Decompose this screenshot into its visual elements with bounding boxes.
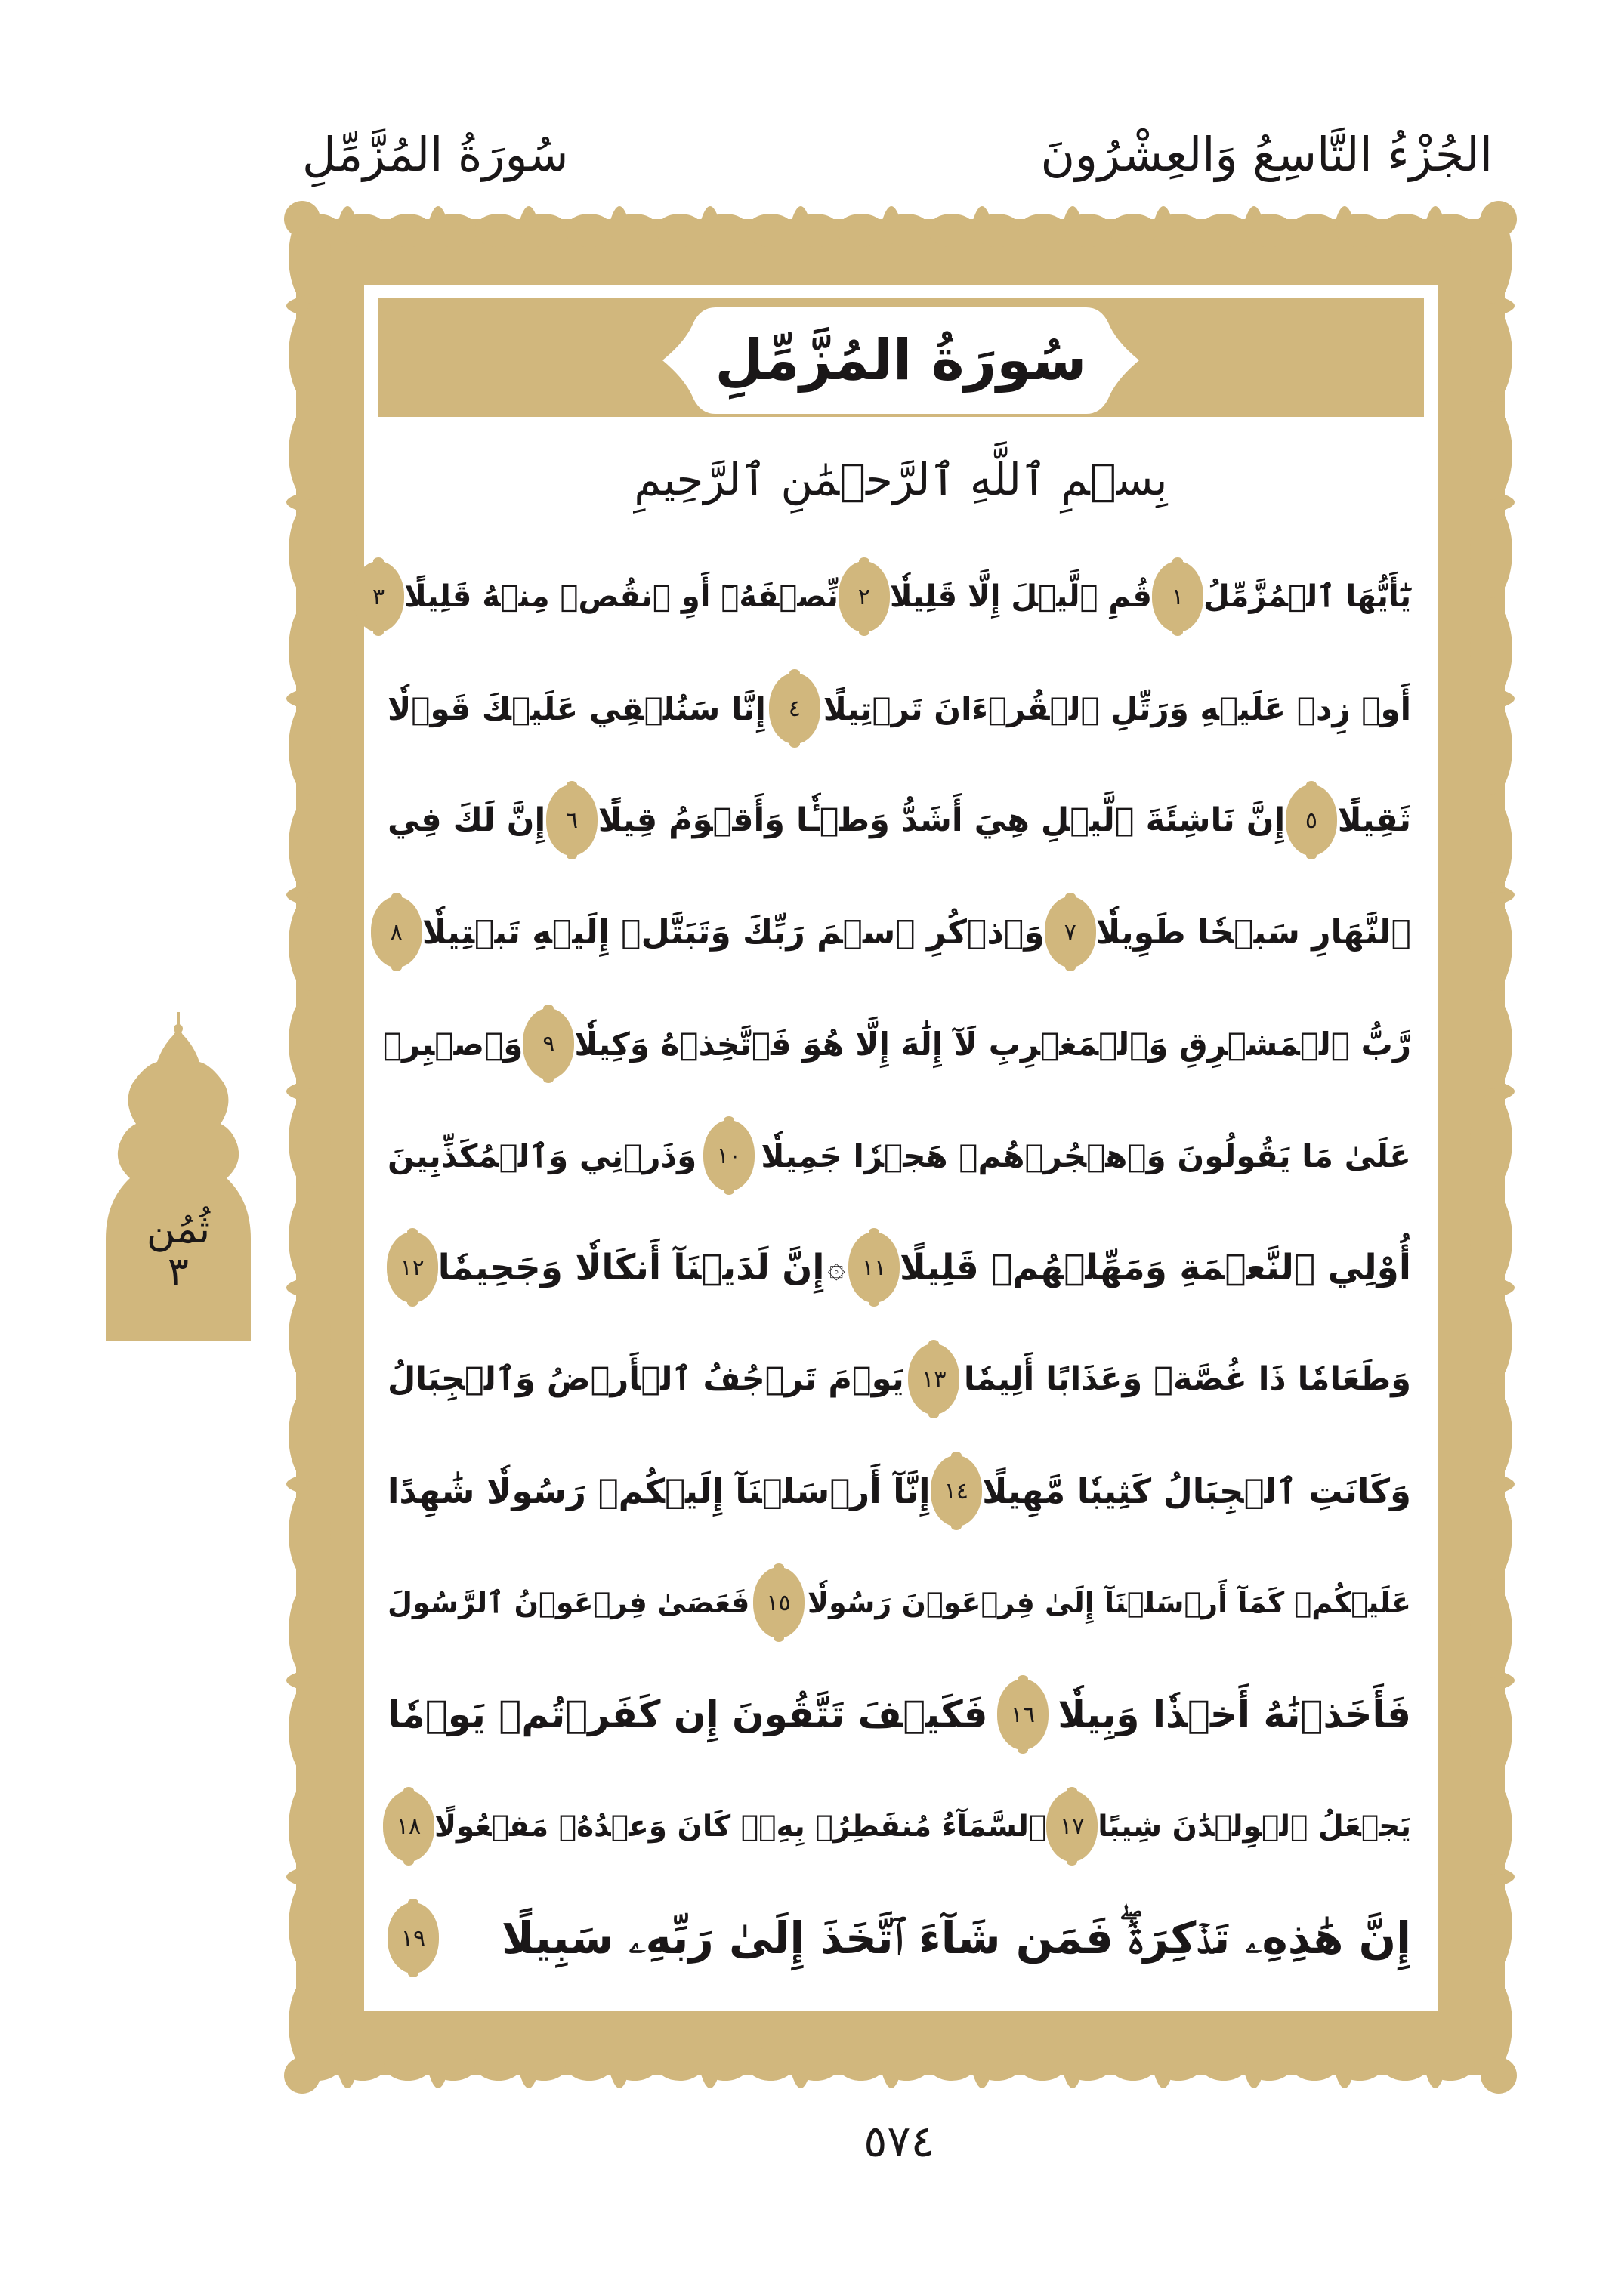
frame-scallop bbox=[1470, 1781, 1512, 1875]
verse-text: وَطَعَامٗا ذَا غُصَّةٖ وَعَذَابًا أَلِيمٗا bbox=[963, 1360, 1411, 1398]
verse-text: إِنَّ هَٰذِهِۦ تَذۡكِرَةٞۖ فَمَن شَآءَ ٱتَّخَذَ إِلَىٰ رَبِّهِۦ سَبِيلًا bbox=[501, 1912, 1411, 1964]
frame-scallop bbox=[474, 2048, 523, 2081]
frame-scallop bbox=[1470, 1585, 1512, 1678]
frame-scallop bbox=[1381, 214, 1429, 247]
verse-text: وَٱذۡكُرِ ٱسۡمَ رَبِّكَ وَتَبَتَّلۡ إِلَيۡهِ تَبۡتِيلٗا bbox=[422, 912, 1045, 952]
ayah-number-marker: ٨ bbox=[371, 896, 422, 967]
frame-scallop bbox=[565, 2048, 613, 2081]
frame-finial bbox=[1496, 1866, 1515, 1887]
frame-scallop bbox=[656, 214, 704, 247]
frame-scallop bbox=[289, 1977, 331, 2071]
frame-scallop bbox=[1200, 2048, 1248, 2081]
frame-finial bbox=[700, 2069, 721, 2088]
frame-corner bbox=[1481, 201, 1517, 237]
frame-scallop bbox=[289, 1388, 331, 1482]
frame-finial bbox=[518, 206, 539, 225]
ayah-number-marker: ١٠ bbox=[703, 1120, 755, 1191]
frame-scallop bbox=[1470, 1388, 1512, 1482]
verse-text: وَذَرۡنِي وَٱلۡمُكَذِّبِينَ bbox=[388, 1137, 697, 1174]
verse-line bbox=[388, 1114, 1411, 1197]
frame-finial bbox=[286, 1081, 305, 1102]
thumun-marker bbox=[106, 1208, 251, 1293]
frame-finial bbox=[1334, 2069, 1355, 2088]
frame-finial bbox=[1062, 206, 1083, 225]
frame-scallop bbox=[289, 505, 331, 598]
verse-text: إِنَّ لَدَيۡنَآ أَنكَالٗا وَجَحِيمٗا bbox=[437, 1246, 825, 1288]
frame-corner bbox=[284, 201, 320, 237]
frame-scallop bbox=[289, 897, 331, 991]
frame-finial bbox=[1153, 2069, 1174, 2088]
frame-scallop bbox=[1470, 308, 1512, 402]
frame-scallop bbox=[1470, 1192, 1512, 1285]
frame-finial bbox=[518, 2069, 539, 2088]
ayah-number-marker: ١٩ bbox=[388, 1903, 439, 1974]
frame-corner bbox=[1481, 2057, 1517, 2094]
verse-text: ثَقِيلًا bbox=[1337, 801, 1411, 839]
verse-line bbox=[388, 1673, 1411, 1756]
frame-scallop bbox=[1109, 214, 1157, 247]
frame-finial bbox=[1334, 206, 1355, 225]
frame-finial bbox=[337, 2069, 358, 2088]
frame-scallop bbox=[1470, 799, 1512, 893]
verse-line bbox=[388, 1449, 1411, 1532]
frame-finial bbox=[700, 206, 721, 225]
verse-line bbox=[382, 1002, 1411, 1085]
ayah-number-marker: ٧ bbox=[1045, 896, 1096, 967]
frame-scallop bbox=[289, 995, 331, 1089]
frame-finial bbox=[1496, 492, 1515, 513]
frame-scallop bbox=[289, 406, 331, 500]
frame-finial bbox=[286, 688, 305, 709]
frame-finial bbox=[790, 206, 811, 225]
verse-text: يَوۡمَ تَرۡجُفُ ٱلۡأَرۡضُ وَٱلۡجِبَالُ bbox=[388, 1360, 904, 1398]
verse-line bbox=[388, 667, 1411, 750]
verse-line bbox=[388, 1338, 1411, 1421]
verse-text: أُوْلِي ٱلنَّعۡمَةِ وَمَهِّلۡهُمۡ قَلِيلًا bbox=[899, 1246, 1411, 1288]
verse-text: وَكَانَتِ ٱلۡجِبَالُ كَثِيبٗا مَّهِيلًا bbox=[982, 1470, 1411, 1511]
thumun-knob bbox=[174, 1024, 183, 1033]
frame-scallop bbox=[1018, 214, 1067, 247]
frame-finial bbox=[1496, 1670, 1515, 1691]
surah-header: سُورَةُ المُزَّمِّلِ bbox=[302, 127, 569, 182]
ayah-number-marker: ١٤ bbox=[931, 1455, 982, 1526]
frame-finial bbox=[609, 206, 630, 225]
verse-line bbox=[388, 1226, 1411, 1309]
frame-scallop bbox=[289, 1290, 331, 1384]
frame-finial bbox=[1062, 2069, 1083, 2088]
frame-scallop bbox=[1290, 2048, 1339, 2081]
verse-text: إِنَّآ أَرۡسَلۡنَآ إِلَيۡكُمۡ رَسُولٗا شَٰهِدًا bbox=[388, 1470, 931, 1511]
verse-text: رَّبُّ ٱلۡمَشۡرِقِ وَٱلۡمَغۡرِبِ لَآ إِلَٰهَ إِلَّا هُوَ فَٱتَّخِذۡهُ وَكِيلٗا bbox=[574, 1025, 1411, 1063]
frame-scallop bbox=[565, 214, 613, 247]
frame-scallop bbox=[1470, 1094, 1512, 1187]
frame-finial bbox=[1496, 1081, 1515, 1102]
frame-scallop bbox=[1470, 1977, 1512, 2071]
frame-finial bbox=[971, 2069, 993, 2088]
ayah-number-marker: ١١ bbox=[848, 1232, 900, 1303]
frame-scallop bbox=[289, 701, 331, 795]
basmala: بِسۡمِ ٱللَّهِ ٱلرَّحۡمَٰنِ ٱلرَّحِيمِ bbox=[634, 454, 1168, 505]
verse-text: إِنَّ لَكَ فِي bbox=[388, 801, 546, 839]
verse-text: أَوۡ زِدۡ عَلَيۡهِ وَرَتِّلِ ٱلۡقُرۡءَانَ تَرۡتِيلًا bbox=[823, 690, 1411, 727]
frame-scallop bbox=[289, 1781, 331, 1875]
frame-scallop bbox=[1018, 2048, 1067, 2081]
frame-finial bbox=[286, 295, 305, 316]
verse-text: فَأَخَذۡنَٰهُ أَخۡذٗا وَبِيلٗا bbox=[1058, 1693, 1411, 1736]
frame-scallop bbox=[1470, 897, 1512, 991]
ayah-number-marker: ١٨ bbox=[383, 1791, 434, 1862]
frame-finial bbox=[1243, 2069, 1265, 2088]
frame-scallop bbox=[289, 603, 331, 696]
ayah-number-marker: ١٧ bbox=[1046, 1791, 1098, 1862]
frame-finial bbox=[286, 884, 305, 906]
frame-scallop bbox=[928, 2048, 976, 2081]
juz-header: الجُزْءُ التَّاسِعُ وَالعِشْرُونَ bbox=[1040, 127, 1493, 182]
verse-text: يَجۡعَلُ ٱلۡوِلۡدَٰنَ شِيبًا bbox=[1098, 1809, 1411, 1844]
verse-text: عَلَيۡكُمۡ كَمَآ أَرۡسَلۡنَآ إِلَىٰ فِرۡعَوۡنَ رَسُولٗا bbox=[807, 1586, 1411, 1619]
verse-line bbox=[388, 779, 1411, 862]
frame-scallop bbox=[1470, 406, 1512, 500]
frame-finial bbox=[428, 206, 449, 225]
frame-finial bbox=[1496, 1474, 1515, 1495]
ayah-number-marker: ١ bbox=[1152, 561, 1203, 632]
ayah-number-marker: ١٢ bbox=[387, 1232, 438, 1303]
frame-scallop bbox=[837, 214, 885, 247]
surah-title: سُورَةُ المُزَّمِّلِ bbox=[715, 328, 1087, 393]
verse-text: إِنَّ نَاشِئَةَ ٱلَّيۡلِ هِيَ أَشَدُّ وَطۡـٔٗا وَأَقۡوَمُ قِيلًا bbox=[598, 801, 1286, 839]
frame-finial bbox=[286, 1670, 305, 1691]
frame-scallop bbox=[289, 1094, 331, 1187]
frame-finial bbox=[286, 1277, 305, 1298]
frame-scallop bbox=[1381, 2048, 1429, 2081]
frame-scallop bbox=[1470, 1683, 1512, 1776]
frame-scallop bbox=[384, 214, 432, 247]
ayah-number-marker: ٣ bbox=[353, 561, 404, 632]
frame-finial bbox=[1496, 295, 1515, 316]
verse-line bbox=[388, 1785, 1411, 1868]
frame-scallop bbox=[656, 2048, 704, 2081]
frame-scallop bbox=[1470, 701, 1512, 795]
verse-text: فَكَيۡفَ تَتَّقُونَ إِن كَفَرۡتُمۡ يَوۡمٗا bbox=[388, 1693, 988, 1736]
frame-corner bbox=[284, 2057, 320, 2094]
page-number: ٥٧٤ bbox=[863, 2115, 934, 2167]
verse-line bbox=[372, 555, 1411, 638]
frame-finial bbox=[790, 2069, 811, 2088]
ayah-number-marker: ٥ bbox=[1286, 785, 1337, 856]
frame-scallop bbox=[289, 1192, 331, 1285]
thumun-number: ٣ bbox=[168, 1249, 189, 1295]
frame-scallop bbox=[1200, 214, 1248, 247]
frame-finial bbox=[1243, 206, 1265, 225]
verse-line bbox=[388, 1561, 1411, 1644]
frame-scallop bbox=[1470, 995, 1512, 1089]
frame-scallop bbox=[837, 2048, 885, 2081]
ayah-number-marker: ١٦ bbox=[997, 1679, 1049, 1750]
frame-finial bbox=[337, 206, 358, 225]
frame-scallop bbox=[1109, 2048, 1157, 2081]
frame-scallop bbox=[474, 214, 523, 247]
frame-finial bbox=[881, 206, 902, 225]
verse-line bbox=[388, 1896, 1411, 1980]
frame-finial bbox=[428, 2069, 449, 2088]
frame-finial bbox=[1496, 688, 1515, 709]
verse-line bbox=[388, 890, 1411, 974]
frame-finial bbox=[1153, 206, 1174, 225]
thumun-label: ثُمُن bbox=[146, 1207, 211, 1252]
frame-scallop bbox=[289, 308, 331, 402]
frame-finial bbox=[1425, 206, 1446, 225]
frame-scallop bbox=[928, 214, 976, 247]
frame-finial bbox=[286, 1474, 305, 1495]
ayah-number-marker: ١٣ bbox=[908, 1344, 959, 1415]
ayah-number-marker: ٦ bbox=[546, 785, 598, 856]
ayah-number-marker: ٢ bbox=[839, 561, 890, 632]
verse-text: إِنَّا سَنُلۡقِي عَلَيۡكَ قَوۡلٗا bbox=[388, 690, 766, 727]
verse-text: نِّصۡفَهُۥٓ أَوِ ٱنقُصۡ مِنۡهُ قَلِيلًا bbox=[404, 579, 839, 614]
frame-finial bbox=[1496, 1277, 1515, 1298]
frame-finial bbox=[1496, 884, 1515, 906]
frame-scallop bbox=[289, 1879, 331, 1973]
verse-text: وَٱصۡبِرۡ bbox=[382, 1025, 523, 1063]
ayah-number-marker: ٩ bbox=[523, 1008, 574, 1079]
frame-finial bbox=[881, 2069, 902, 2088]
ayah-number-marker: ١٥ bbox=[753, 1567, 805, 1638]
frame-finial bbox=[1425, 2069, 1446, 2088]
frame-scallop bbox=[746, 2048, 795, 2081]
frame-scallop bbox=[1470, 1879, 1512, 1973]
verse-text: فَعَصَىٰ فِرۡعَوۡنُ ٱلرَّسُولَ bbox=[388, 1586, 750, 1619]
frame-finial bbox=[286, 492, 305, 513]
ayah-number-marker: ٤ bbox=[769, 673, 820, 744]
frame-scallop bbox=[289, 1486, 331, 1580]
verse-text: ٱلسَّمَآءُ مُنفَطِرُۢ بِهِۦۚ كَانَ وَعۡدُهُۥ مَفۡعُولًا bbox=[434, 1809, 1047, 1844]
frame-finial bbox=[971, 206, 993, 225]
verse-text: ٱلنَّهَارِ سَبۡحٗا طَوِيلٗا bbox=[1095, 912, 1411, 952]
frame-finial bbox=[286, 1866, 305, 1887]
frame-scallop bbox=[1470, 1486, 1512, 1580]
frame-scallop bbox=[289, 799, 331, 893]
frame-scallop bbox=[1290, 214, 1339, 247]
frame-scallop bbox=[746, 214, 795, 247]
verse-text: عَلَىٰ مَا يَقُولُونَ وَٱهۡجُرۡهُمۡ هَجۡرٗا جَمِيلٗا bbox=[761, 1137, 1411, 1174]
frame-scallop bbox=[289, 1585, 331, 1678]
frame-finial bbox=[609, 2069, 630, 2088]
frame-scallop bbox=[289, 1683, 331, 1776]
frame-scallop bbox=[1470, 1290, 1512, 1384]
frame-scallop bbox=[1470, 505, 1512, 598]
verse-text: يَٰٓأَيُّهَا ٱلۡمُزَّمِّلُ bbox=[1203, 579, 1411, 614]
frame-scallop bbox=[384, 2048, 432, 2081]
hizb-star-icon: ۞ bbox=[827, 1250, 845, 1285]
verse-text: قُمِ ٱلَّيۡلَ إِلَّا قَلِيلٗا bbox=[889, 579, 1152, 614]
frame-scallop bbox=[1470, 603, 1512, 696]
